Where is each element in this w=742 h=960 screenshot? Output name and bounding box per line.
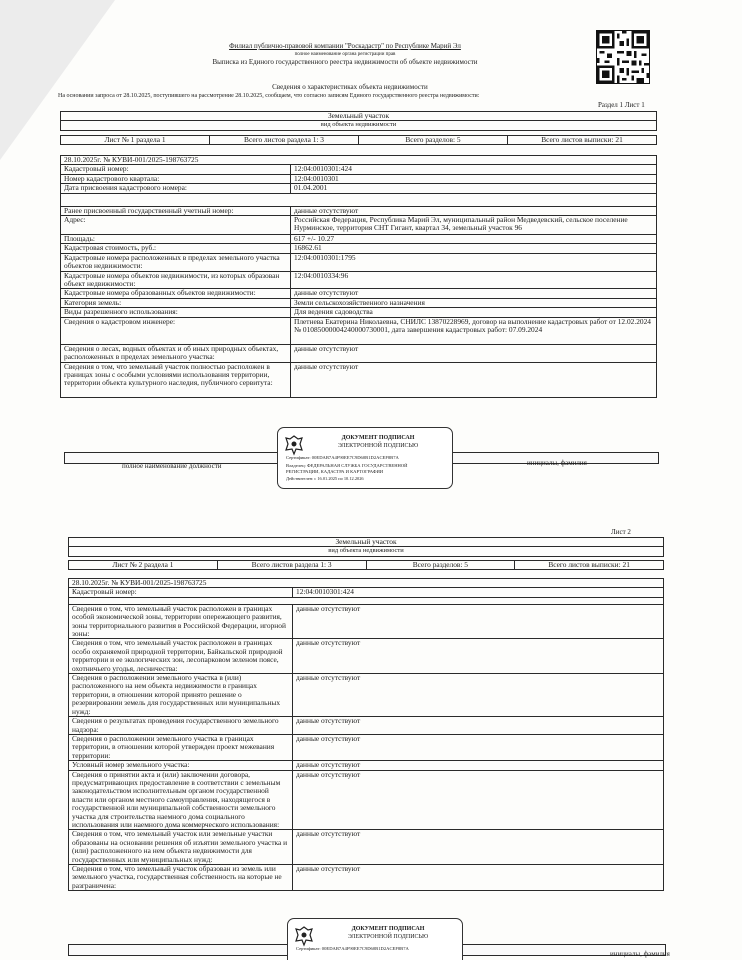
cell-label: Кадастровый номер: [61, 165, 291, 174]
cell-label: Сведения о расположении земельного участка в границах территории, в отношении которой утвержден проект межевания территории: [69, 734, 293, 760]
cell-value: Плетнева Екатерина Николаевна, СНИЛС 13870228969, договор на выполнение кадастровых работ от 12.02.2024 № 01085000004240000730001, дата завершения кадастровых работ: 07.09.2024 [291, 317, 657, 344]
cell-value: 12:04:0010301 [291, 174, 657, 183]
cell-value: Для ведения садоводства [291, 308, 657, 317]
object-type-caption-2: вид объекта недвижимости [69, 547, 664, 556]
cell-value: данные отсутствуют [291, 206, 657, 215]
sheet2-label: Лист 2 [611, 528, 631, 536]
cell-value: 12:04:0010301:424 [291, 165, 657, 174]
stamp-cert: Сертификат: 00EDAB7A4F90EE7C9D60B1D2ACEF8B7A [286, 455, 399, 460]
cell-value: 12:04:0010334:96 [291, 271, 657, 289]
cell-value: данные отсутствуют [293, 830, 664, 865]
cell-value: данные отсутствуют [293, 761, 664, 770]
org-sub: полное наименование органа регистрации прав [294, 52, 396, 57]
stamp-valid: Действителен: с 16.01.2025 по 10.12.2026 [286, 476, 364, 481]
cell-value: 01.04.2001 [291, 184, 657, 193]
meta-sections: Всего разделов: 5 [359, 135, 508, 144]
cell-label: Сведения о результатах проведения государственного земельного надзора: [69, 717, 293, 735]
cell-label: Категория земель: [61, 298, 291, 307]
cell-label: Сведения о принятии акта и (или) заключении договора, предусматривающих предоставление в соответствии с земельным законодательством исполнительным органом государственной власти или органом местного самоуправления, находящегося в государственной или муниципальной собственности земельного участка для строительства наемного дома социального использования или наемного дома коммерческого использования: [69, 770, 293, 830]
sheet1-header-table [60, 111, 657, 145]
cell-value: 12:04:0010301:424 [293, 588, 664, 597]
cell-value: данные отсутствуют [293, 717, 664, 735]
initials-caption: инициалы, фамилия [527, 459, 587, 467]
cell-label: Кадастровые номера расположенных в пределах земельного участка объектов недвижимости: [61, 253, 291, 271]
doc-number: 28.10.2025г. № КУВИ-001/2025-198763725 [61, 156, 657, 165]
position-caption: полное наименование должности [122, 462, 222, 470]
doc-number-2: 28.10.2025г. № КУВИ-001/2025-198763725 [69, 579, 664, 588]
cell-label: Сведения о том, что земельный участок образован из земель или земельного участка, государственная собственность на которые не разграничена: [69, 865, 293, 891]
sheet1-table [60, 155, 657, 398]
cell-value: Земли сельскохозяйственного назначения [291, 298, 657, 307]
stamp-title-2: ДОКУМЕНТ ПОДПИСАН [351, 926, 425, 932]
meta-sheets-total-2: Всего листов раздела 1: 3 [217, 560, 366, 569]
cell-label: Сведения о лесах, водных объектах и об иных природных объектах, расположенных в пределах земельного участка: [61, 344, 291, 362]
cell-label: Кадастровые номера образованных объектов недвижимости: [61, 289, 291, 298]
cell-label: Условный номер земельного участка: [69, 761, 293, 770]
cell-label: Сведения о расположении земельного участка в (или) расположенного на нем объекта недвижимости в границах территории, в отношении которой принято решение о резервировании земель для государственных или муниципальных нужд: [69, 674, 293, 717]
sheet2-table [68, 578, 664, 891]
cell-value: данные отсутствуют [293, 865, 664, 891]
cell-label: Дата присвоения кадастрового номера: [61, 184, 291, 193]
coat-of-arms-icon [294, 925, 314, 947]
cell-label: Кадастровый номер: [69, 588, 293, 597]
qr-code [596, 30, 650, 84]
cell-value: данные отсутствуют [293, 604, 664, 639]
org-line: Филиал публично-правовой компании "Роскадастр" по Республике Марий Эл [229, 42, 461, 50]
cell-label: Кадастровая стоимость, руб.: [61, 244, 291, 253]
cell-value: данные отсутствуют [293, 639, 664, 674]
cell-value: данные отсутствуют [291, 362, 657, 397]
cell-label: Сведения о кадастровом инженере: [61, 317, 291, 344]
e-signature-stamp [277, 427, 453, 489]
cell-value: 16862.61 [291, 244, 657, 253]
meta-sheets-total: Всего листов раздела 1: 3 [210, 135, 359, 144]
cell-label: Виды разрешенного использования: [61, 308, 291, 317]
initials-caption-2: инициалы, фамилия [610, 950, 670, 958]
meta-extract-sheets-2: Всего листов выписки: 21 [515, 560, 664, 569]
meta-sections-2: Всего разделов: 5 [366, 560, 515, 569]
meta-extract-sheets: Всего листов выписки: 21 [508, 135, 657, 144]
cell-value: данные отсутствуют [291, 344, 657, 362]
meta-sheet-2: Лист № 2 раздела 1 [69, 560, 218, 569]
e-signature-stamp-2 [287, 918, 463, 960]
cell-label: Ранее присвоенный государственный учетный номер: [61, 206, 291, 215]
cell-label: Сведения о том, что земельный участок расположен в границах особо охраняемой природной территории, Байкальской природной территории и ее экологических зон, лесопарковом зеленом поясе, охотничьего угодья, лесничества: [69, 639, 293, 674]
object-type: Земельный участок [61, 112, 657, 121]
section-label: Раздел 1 Лист 1 [598, 101, 645, 109]
stamp-subtitle-2: ЭЛЕКТРОННОЙ ПОДПИСЬЮ [347, 934, 429, 940]
cell-label: Номер кадастрового квартала: [61, 174, 291, 183]
object-type-2: Земельный участок [69, 538, 664, 547]
cell-label: Площадь: [61, 235, 291, 244]
stamp-subtitle: ЭЛЕКТРОННОЙ ПОДПИСЬЮ [337, 443, 419, 449]
basis-text: На основании запроса от 28.10.2025, поступившего на рассмотрение 28.10.2025, сообщаем, что согласно записям Единого государственного реестра недвижимости: [58, 93, 480, 99]
cell-value: 617 +/- 10.27 [291, 235, 657, 244]
cell-value: данные отсутствуют [293, 734, 664, 760]
cell-value: данные отсутствуют [293, 674, 664, 717]
stamp-title: ДОКУМЕНТ ПОДПИСАН [341, 435, 415, 441]
meta-sheet: Лист № 1 раздела 1 [61, 135, 210, 144]
cell-label: Сведения о том, что земельный участок полностью расположен в границах зоны с особыми условиями использования территории, территории объекта культурного наследия, публичного сервитута: [61, 362, 291, 397]
stamp-owner: Владелец: ФЕДЕРАЛЬНАЯ СЛУЖБА ГОСУДАРСТВЕННОЙ [286, 463, 408, 468]
cell-value: данные отсутствуют [291, 289, 657, 298]
sheet2-header-table [68, 537, 664, 570]
cell-label: Адрес: [61, 216, 291, 235]
cell-value: Российская Федерация, Республика Марий Эл, муниципальный район Медведевский, сельское поселение Нурминское, территория СНТ Гигант, квартал 34, земельный участок 96 [291, 216, 657, 235]
stamp-owner-2: РЕГИСТРАЦИИ, КАДАСТРА И КАРТОГРАФИИ [286, 469, 384, 474]
object-type-caption: вид объекта недвижимости [61, 121, 657, 130]
extract-title: Выписка из Единого государственного реестра недвижимости об объекте недвижимости [212, 58, 478, 66]
cell-label: Кадастровые номера объектов недвижимости, из которых образован объект недвижимости: [61, 271, 291, 289]
extract-subtitle: Сведения о характеристиках объекта недвижимости [272, 83, 428, 91]
cell-label: Сведения о том, что земельный участок расположен в границах особой экономической зоны, территории опережающего развития, зоны территориального развития в Российской Федерации, игорной зоны: [69, 604, 293, 639]
stamp-cert-2: Сертификат: 00EDAB7A4F90EE7C9D60B1D2ACEF8B7A [296, 946, 409, 951]
cell-label: Сведения о том, что земельный участок или земельные участки образованы на основании решения об изъятии земельного участка и (или) расположенного на нем объекта недвижимости для государственных или муниципальных нужд: [69, 830, 293, 865]
coat-of-arms-icon [284, 434, 304, 456]
cell-value: данные отсутствуют [293, 770, 664, 830]
cell-value: 12:04:0010301:1795 [291, 253, 657, 271]
